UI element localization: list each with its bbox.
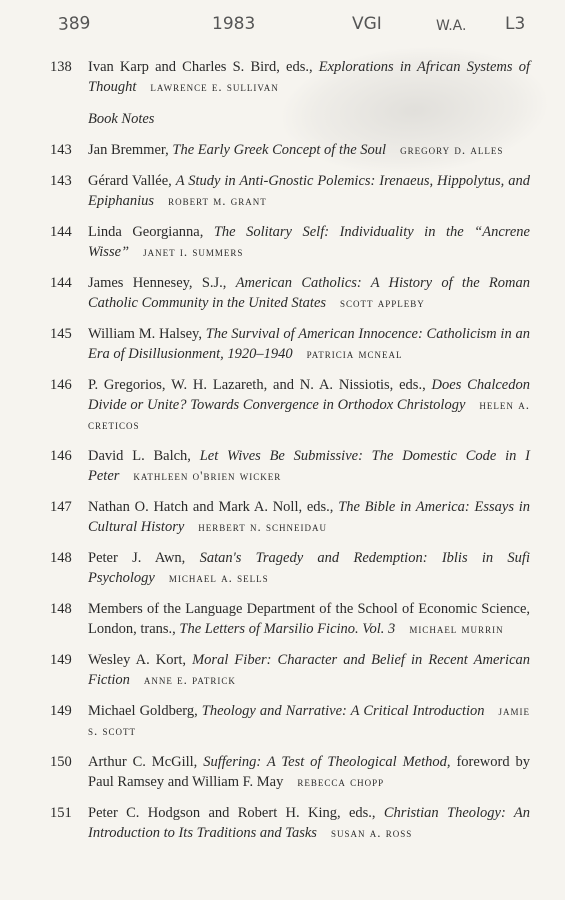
handwritten-mark: VGI <box>352 14 382 34</box>
list-item <box>50 701 530 741</box>
entry-author: Peter C. Hodgson and Robert H. King, eds., <box>88 805 384 821</box>
entry-title: Moral Fiber: Character and Belief in Recent American Fiction <box>88 652 531 688</box>
page-number: 146 <box>50 448 72 464</box>
entry-text <box>88 57 530 97</box>
page-number: 144 <box>50 224 72 240</box>
entry-author: Arthur C. McGill, <box>88 754 204 770</box>
section-title: Book Notes <box>88 111 155 127</box>
entry-reviewer: susan a. ross <box>330 825 413 840</box>
handwritten-mark: 389 <box>57 13 91 35</box>
entry-reviewer: herbert n. schneidau <box>198 519 327 534</box>
entry-text <box>88 548 530 588</box>
entry-title: Let Wives Be Submissive: The Domestic Code in I Peter <box>88 448 530 484</box>
entry-title: Satan's Tragedy and Redemption: Iblis in Sufi Psychology <box>88 550 530 586</box>
entry-list <box>50 140 530 843</box>
entry-reviewer: michael murrin <box>409 621 504 636</box>
list-item <box>50 548 530 588</box>
entry-title: American Catholics: A History of the Roman Catholic Community in the United States <box>88 275 530 311</box>
list-item <box>50 375 530 435</box>
handwritten-mark: 1983 <box>212 14 256 34</box>
list-item <box>50 803 530 843</box>
entry-reviewer: gregory d. alles <box>400 142 504 157</box>
entry-extra: foreword by Paul Ramsey and William F. May <box>88 754 531 790</box>
list-item <box>50 324 530 364</box>
entry-author: Peter J. Awn, <box>88 550 200 566</box>
entry-reviewer: patricia mcneal <box>306 346 403 361</box>
entry-text <box>88 171 530 211</box>
entry-title: A Study in Anti-Gnostic Polemics: Irenaeus, Hippolytus, and Epiphanius <box>88 173 530 209</box>
list-item <box>50 497 530 537</box>
entry-text <box>88 599 530 639</box>
page-number: 150 <box>50 754 72 770</box>
entry-author: Linda Georgianna, <box>88 224 214 240</box>
entry-reviewer: lawrence e. sullivan <box>150 79 279 94</box>
entry-text <box>88 701 530 741</box>
entry-text <box>88 324 530 364</box>
list-item <box>50 140 530 160</box>
entry-title: Suffering: A Test of Theological Method, <box>203 754 451 770</box>
entry-title: Theology and Narrative: A Critical Introduction <box>201 703 485 719</box>
entry-title: The Solitary Self: Individuality in the “Ancrene Wisse” <box>88 224 530 260</box>
page-number: 151 <box>50 805 72 821</box>
entry-reviewer: rebecca chopp <box>297 774 385 789</box>
entry-reviewer: robert m. grant <box>168 193 267 208</box>
entry-author: Wesley A. Kort, <box>88 652 193 668</box>
entry-author: Gérard Vallée, <box>88 173 176 189</box>
entry-reviewer: scott appleby <box>340 295 425 310</box>
entry-author: William M. Halsey, <box>88 326 206 342</box>
entry-reviewer: helen a. creticos <box>88 397 530 432</box>
list-item <box>50 273 530 313</box>
entry-text <box>88 803 530 843</box>
list-item <box>50 599 530 639</box>
entry-title: Does Chalcedon Divide or Unite? Towards Convergence in Orthodox Christology <box>88 377 530 413</box>
entry-reviewer: kathleen o'brien wicker <box>133 468 282 483</box>
list-item <box>50 222 530 262</box>
entry-title: The Bible in America: Essays in Cultural History <box>88 499 530 535</box>
entry-text <box>88 446 530 486</box>
entry-author: David L. Balch, <box>88 448 200 464</box>
handwritten-mark: W.A. <box>436 18 467 34</box>
page-number: 143 <box>50 173 72 189</box>
entry-title: The Letters of Marsilio Ficino. Vol. 3 <box>179 621 396 637</box>
entry-author: Ivan Karp and Charles S. Bird, eds., <box>88 59 319 75</box>
entry-title: The Early Greek Concept of the Soul <box>172 142 387 158</box>
handwritten-mark: L3 <box>505 14 526 34</box>
entry-title: Explorations in African Systems of Thought <box>88 59 530 95</box>
list-item <box>50 446 530 486</box>
page-number: 138 <box>50 59 72 75</box>
list-item <box>50 650 530 690</box>
entry-text <box>88 222 530 262</box>
page-number: 147 <box>50 499 72 515</box>
entry-author: Michael Goldberg, <box>88 703 202 719</box>
page-number: 149 <box>50 652 72 668</box>
entry-text <box>88 497 530 537</box>
handwritten-annotations <box>0 10 565 44</box>
entry-author: James Hennesey, S.J., <box>88 275 236 291</box>
entry-reviewer: janet i. summers <box>143 244 244 259</box>
page-number: 149 <box>50 703 72 719</box>
page-number: 146 <box>50 377 72 393</box>
page-number: 144 <box>50 275 72 291</box>
entry-text <box>88 375 530 435</box>
page-number: 148 <box>50 601 72 617</box>
entry-reviewer: jamie s. scott <box>88 703 530 738</box>
entry-title: The Survival of American Innocence: Catholicism in an Era of Disillusionment, 1920–1940 <box>88 326 530 362</box>
entry-title: Christian Theology: An Introduction to Its Traditions and Tasks <box>88 805 531 841</box>
entry-text <box>88 273 530 313</box>
list-item <box>50 171 530 211</box>
page-number: 145 <box>50 326 72 342</box>
entry-author: Jan Bremmer, <box>88 142 173 158</box>
entry-author: Nathan O. Hatch and Mark A. Noll, eds., <box>88 499 339 515</box>
entry-text <box>88 752 530 792</box>
entry-author: Members of the Language Department of the School of Economic Science, London, trans., <box>88 601 530 637</box>
entry-reviewer: anne e. patrick <box>143 672 236 687</box>
list-item <box>50 57 530 97</box>
entry-author: P. Gregorios, W. H. Lazareth, and N. A. Nissiotis, eds., <box>88 377 432 393</box>
page-number: 148 <box>50 550 72 566</box>
entry-text <box>88 650 530 690</box>
entry-text <box>88 140 530 160</box>
page-number: 143 <box>50 142 72 158</box>
list-item <box>50 752 530 792</box>
entry-reviewer: michael a. sells <box>168 570 269 585</box>
book-notes-list <box>50 57 530 854</box>
